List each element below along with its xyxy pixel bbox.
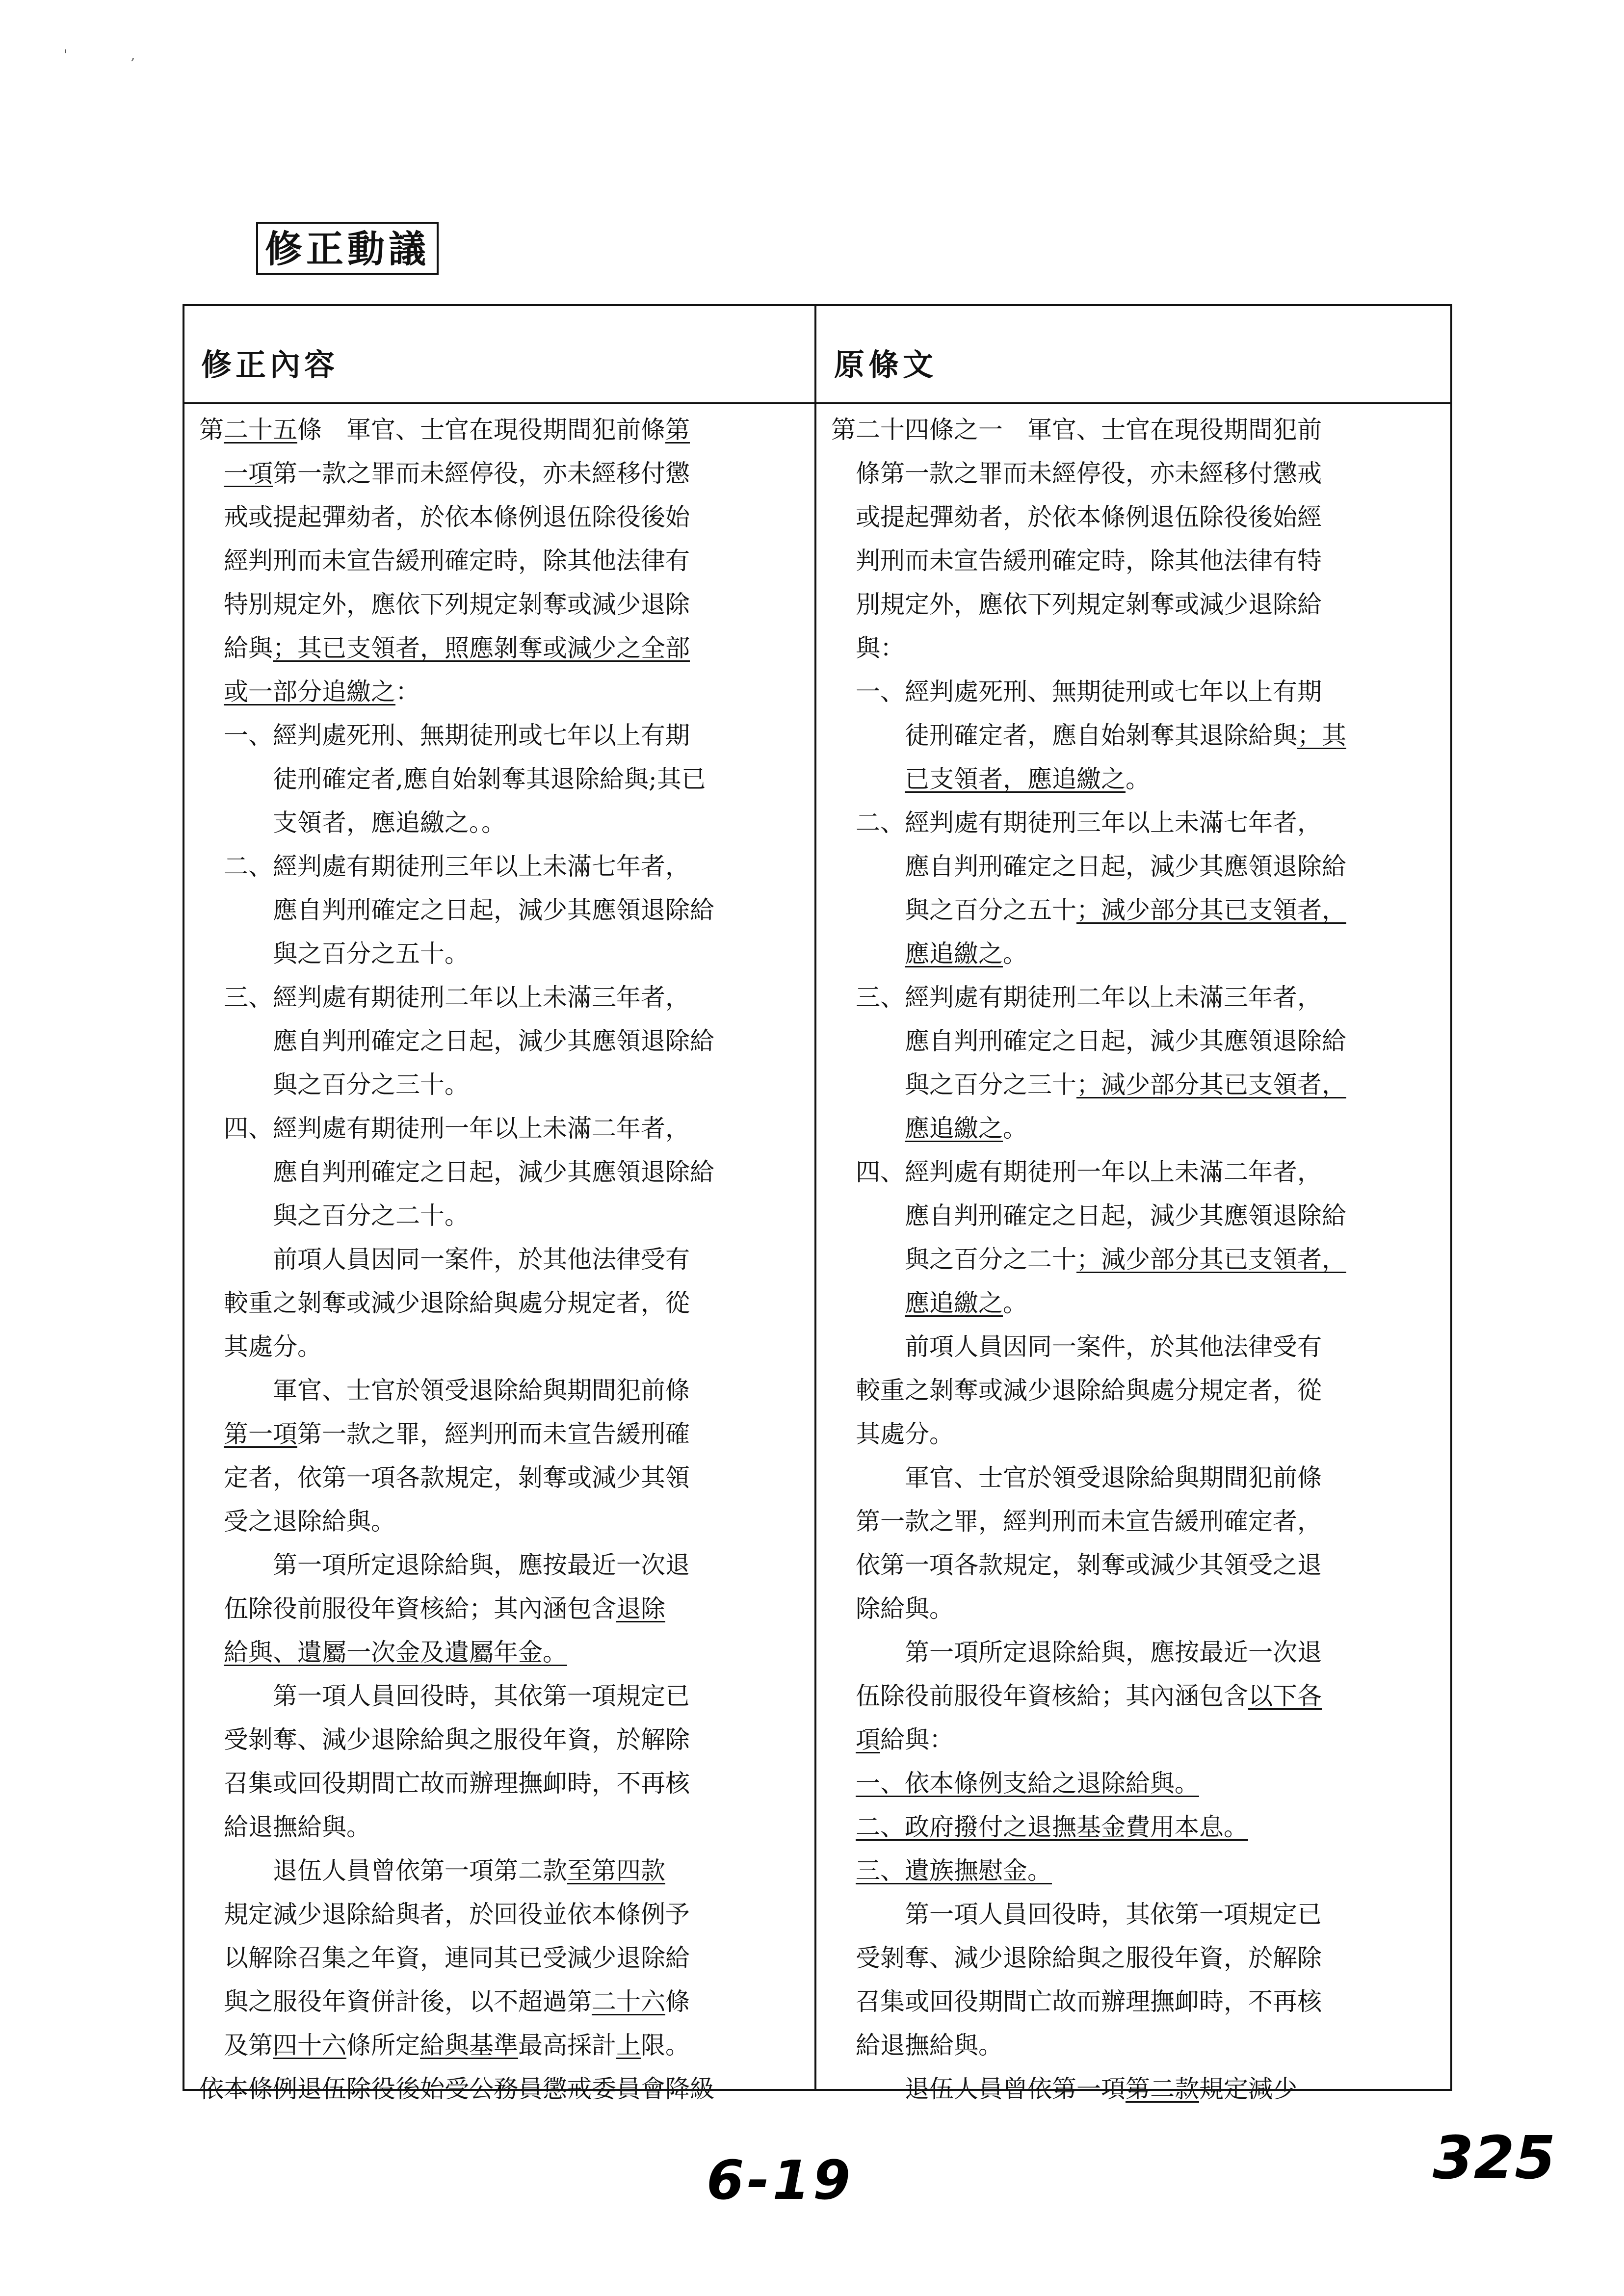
underlined-text: ；減少部分其已支領者， <box>1076 896 1346 924</box>
amended-text-line <box>199 1456 812 1500</box>
text-segment: 別規定外，應依下列規定剝奪或減少退除給 <box>831 590 1322 619</box>
amended-text-line <box>199 539 812 583</box>
text-segment: 定者，依第一項各款規定，剝奪或減少其領 <box>199 1463 690 1492</box>
amended-text-line <box>199 626 812 670</box>
amended-text-line <box>199 1500 812 1543</box>
text-segment: 召集或回役期間亡故而辦理撫卹時，不再核 <box>199 1769 690 1798</box>
text-segment: 與之百分之三十 <box>831 1070 1076 1099</box>
text-segment: 四、經判處有期徒刑一年以上未滿二年者， <box>831 1158 1322 1186</box>
amended-text-line <box>199 1543 812 1587</box>
original-text-line <box>831 1674 1449 1718</box>
handwritten-page-mark: 325 <box>1433 2124 1556 2192</box>
text-segment: 第一項所定退除給與，應按最近一次退 <box>199 1551 690 1579</box>
amended-text-line <box>199 1019 812 1063</box>
text-segment: 應自判刑確定之日起，減少其應領退除給 <box>199 1027 714 1055</box>
text-segment: 支領者，應追繳之。。 <box>199 809 506 837</box>
underlined-text: 二十六 <box>592 1987 665 2016</box>
underlined-text: 一項 <box>224 459 273 488</box>
text-segment: 戒或提起彈劾者，於依本條例退伍除役後始 <box>199 503 690 531</box>
text-segment: 徒刑確定者，應自始剝奪其退除給與 <box>831 721 1297 750</box>
original-text-line <box>831 496 1449 539</box>
text-segment: 其處分。 <box>199 1332 322 1361</box>
text-segment: 除給與。 <box>831 1594 954 1623</box>
amended-text-line <box>199 888 812 932</box>
column-divider <box>814 306 816 2089</box>
text-segment: 二、經判處有期徒刑三年以上未滿七年者， <box>199 852 690 881</box>
amended-text-line <box>199 845 812 888</box>
underlined-text: 第 <box>665 416 690 444</box>
amended-text-line <box>199 714 812 757</box>
text-segment: 判刑而未宣告緩刑確定時，除其他法律有特 <box>831 547 1322 575</box>
original-text-line <box>831 1412 1449 1456</box>
text-segment: 限。 <box>641 2031 690 2060</box>
original-text-line <box>831 1107 1449 1150</box>
underlined-text: ；減少部分其已支領者， <box>1076 1245 1346 1274</box>
amended-text-line <box>199 1674 812 1718</box>
original-text-line <box>831 452 1449 496</box>
original-text-line <box>831 2024 1449 2067</box>
amended-text-line <box>199 1893 812 1936</box>
text-segment: 第一款之罪而未經停役，亦未經移付懲 <box>273 459 690 488</box>
underlined-text: 三、遺族撫慰金。 <box>856 1856 1052 1885</box>
original-text-line <box>831 714 1449 757</box>
original-text-line <box>831 1456 1449 1500</box>
text-segment: 受剝奪、減少退除給與之服役年資，於解除 <box>831 1944 1322 1972</box>
text-segment <box>831 1114 905 1143</box>
amended-text-line <box>199 932 812 976</box>
underlined-text: 退除 <box>616 1594 665 1623</box>
text-segment: 與之百分之三十。 <box>199 1070 469 1099</box>
amended-text-line <box>199 757 812 801</box>
text-segment: 以解除召集之年資，連同其已受減少退除給 <box>199 1944 690 1972</box>
amended-text-line <box>199 1325 812 1369</box>
underlined-text: ；其已支領者，照應剝奪或減少之全部 <box>273 634 690 662</box>
text-segment: 退伍人員曾依第一項第二款 <box>199 1856 567 1885</box>
original-text-line <box>831 1849 1449 1893</box>
text-segment: 較重之剝奪或減少退除給與處分規定者，從 <box>831 1376 1322 1405</box>
original-text-line <box>831 1805 1449 1849</box>
underlined-text: 應追繳之 <box>905 1114 1003 1143</box>
text-segment: 第一項人員回役時，其依第一項規定已 <box>831 1900 1322 1929</box>
text-segment: 條第一款之罪而未經停役，亦未經移付懲戒 <box>831 459 1322 488</box>
text-segment: 規定減少退除給與者，於回役並依本條例予 <box>199 1900 690 1929</box>
amended-text-line <box>199 1412 812 1456</box>
original-text-line <box>831 1063 1449 1107</box>
text-segment: 。 <box>1126 765 1150 793</box>
text-segment <box>199 678 224 706</box>
amended-text-line <box>199 1980 812 2024</box>
text-segment: 。 <box>1003 1289 1027 1317</box>
amended-text-line <box>199 408 812 452</box>
amended-text-line <box>199 452 812 496</box>
underlined-text: 二十五 <box>224 416 297 444</box>
text-segment: 經判刑而未宣告緩刑確定時，除其他法律有 <box>199 547 690 575</box>
amended-text-line <box>199 670 812 714</box>
text-segment <box>831 765 905 793</box>
amended-text-line <box>199 1063 812 1107</box>
text-segment: 四、經判處有期徒刑一年以上未滿二年者， <box>199 1114 690 1143</box>
original-text-line <box>831 932 1449 976</box>
original-text-line <box>831 1893 1449 1936</box>
text-segment: 依本條例退伍除役後始受公務員懲戒委員會降級 <box>199 2075 714 2103</box>
page-number: 6-19 <box>707 2149 854 2212</box>
text-segment: 三、經判處有期徒刑二年以上未滿三年者， <box>199 983 690 1012</box>
underlined-text: ；其 <box>1297 721 1346 750</box>
original-text-line <box>831 1325 1449 1369</box>
text-segment: 第 <box>199 416 224 444</box>
text-segment: 。 <box>1003 1114 1027 1143</box>
amended-text-line <box>199 1936 812 1980</box>
text-segment: 三、經判處有期徒刑二年以上未滿三年者， <box>831 983 1322 1012</box>
underlined-text: 應追繳之 <box>905 939 1003 968</box>
amended-text-line <box>199 1587 812 1631</box>
text-segment: 軍官、士官於領受退除給與期間犯前條 <box>831 1463 1322 1492</box>
amended-text-line <box>199 1238 812 1281</box>
underlined-text: 或一部分追繳之 <box>224 678 395 706</box>
text-segment: 伍除役前服役年資核給；其內涵包含 <box>199 1594 616 1623</box>
text-segment: 與之服役年資併計後，以不超過第 <box>199 1987 592 2016</box>
text-segment: 應自判刑確定之日起，減少其應領退除給 <box>831 852 1346 881</box>
text-segment: 與之百分之五十。 <box>199 939 469 968</box>
amended-text-line <box>199 1281 812 1325</box>
original-text-line <box>831 1194 1449 1238</box>
text-segment <box>831 939 905 968</box>
text-segment: 受之退除給與。 <box>199 1507 395 1536</box>
text-segment: 前項人員因同一案件，於其他法律受有 <box>831 1332 1322 1361</box>
amended-text-line <box>199 1849 812 1893</box>
text-segment: 與之百分之二十。 <box>199 1201 469 1230</box>
text-segment: 受剝奪、減少退除給與之服役年資，於解除 <box>199 1725 690 1754</box>
underlined-text: 以下各 <box>1248 1682 1322 1710</box>
underlined-text: 至第四款 <box>567 1856 665 1885</box>
original-text-line <box>831 1543 1449 1587</box>
text-segment: 條 軍官、士官在現役期間犯前條 <box>297 416 665 444</box>
text-segment <box>199 1420 224 1448</box>
text-segment: 條 <box>665 1987 690 2016</box>
text-segment: 二、經判處有期徒刑三年以上未滿七年者， <box>831 809 1322 837</box>
text-segment: 伍除役前服役年資核給；其內涵包含 <box>831 1682 1248 1710</box>
text-segment: 與： <box>831 634 905 662</box>
text-segment <box>199 459 224 488</box>
text-segment: 一、經判處死刑、無期徒刑或七年以上有期 <box>199 721 690 750</box>
text-segment: 應自判刑確定之日起，減少其應領退除給 <box>199 896 714 924</box>
text-segment: 第二十四條之一 軍官、士官在現役期間犯前 <box>831 416 1322 444</box>
header-amended-content: 修正內容 <box>201 347 339 383</box>
text-segment: 應自判刑確定之日起，減少其應領退除給 <box>831 1027 1346 1055</box>
amended-text-line <box>199 1805 812 1849</box>
comparison-table <box>183 304 1452 2103</box>
text-segment: 依第一項各款規定，剝奪或減少其領受之退 <box>831 1551 1322 1579</box>
text-segment: 前項人員因同一案件，於其他法律受有 <box>199 1245 690 1274</box>
original-text-line <box>831 1500 1449 1543</box>
text-segment: 與之百分之五十 <box>831 896 1076 924</box>
amended-text-line <box>199 1369 812 1412</box>
header-original-article: 原條文 <box>834 347 938 383</box>
original-text-line <box>831 1150 1449 1194</box>
text-segment: 第一項所定退除給與，應按最近一次退 <box>831 1638 1322 1667</box>
text-segment: 及第 <box>199 2031 273 2060</box>
underlined-text: ；減少部分其已支領者， <box>1076 1070 1346 1099</box>
text-segment: 。 <box>1003 939 1027 968</box>
underlined-text: 上 <box>616 2031 641 2060</box>
original-text-line <box>831 1238 1449 1281</box>
text-segment: 召集或回役期間亡故而辦理撫卹時，不再核 <box>831 1987 1322 2016</box>
underlined-text: 二、政府撥付之退撫基金費用本息。 <box>856 1813 1248 1841</box>
original-text-line <box>831 1762 1449 1805</box>
text-segment: 或提起彈劾者，於依本條例退伍除役後始經 <box>831 503 1322 531</box>
original-text-line <box>831 757 1449 801</box>
underlined-text: 應追繳之 <box>905 1289 1003 1317</box>
underlined-text: 給與基準 <box>420 2031 518 2060</box>
text-segment: 一、經判處死刑、無期徒刑或七年以上有期 <box>831 678 1322 706</box>
text-segment <box>831 1856 856 1885</box>
amended-content-column <box>199 408 812 2111</box>
original-article-column <box>831 408 1449 2111</box>
amended-text-line <box>199 801 812 845</box>
document-title: 修正動議 <box>256 222 439 275</box>
amended-text-line <box>199 583 812 626</box>
text-segment: 應自判刑確定之日起，減少其應領退除給 <box>831 1201 1346 1230</box>
amended-text-line <box>199 1107 812 1150</box>
original-text-line <box>831 2067 1449 2111</box>
amended-text-line <box>199 2024 812 2067</box>
amended-text-line <box>199 2067 812 2111</box>
amended-text-line <box>199 1194 812 1238</box>
text-segment: 條所定 <box>346 2031 420 2060</box>
original-text-line <box>831 408 1449 452</box>
text-segment: 特別規定外，應依下列規定剝奪或減少退除 <box>199 590 690 619</box>
text-segment: 與之百分之二十 <box>831 1245 1076 1274</box>
text-segment: 給退撫給與。 <box>199 1813 371 1841</box>
original-text-line <box>831 1019 1449 1063</box>
text-segment: 給與 <box>199 634 273 662</box>
amended-text-line <box>199 496 812 539</box>
text-segment: 軍官、士官於領受退除給與期間犯前條 <box>199 1376 690 1405</box>
text-segment: 退伍人員曾依第一項 <box>831 2075 1126 2103</box>
text-segment: 較重之剝奪或減少退除給與處分規定者，從 <box>199 1289 690 1317</box>
original-text-line <box>831 539 1449 583</box>
header-divider <box>184 402 1450 404</box>
original-text-line <box>831 801 1449 845</box>
scan-marks: ' , <box>64 47 165 63</box>
underlined-text: 四十六 <box>273 2031 346 2060</box>
text-segment: 應自判刑確定之日起，減少其應領退除給 <box>199 1158 714 1186</box>
text-segment: 規定減少 <box>1199 2075 1297 2103</box>
original-text-line <box>831 1631 1449 1674</box>
amended-text-line <box>199 1631 812 1674</box>
underlined-text: 一、依本條例支給之退除給與。 <box>856 1769 1199 1798</box>
original-text-line <box>831 1369 1449 1412</box>
amended-text-line <box>199 1762 812 1805</box>
text-segment: 給退撫給與。 <box>831 2031 1003 2060</box>
original-text-line <box>831 976 1449 1019</box>
text-segment <box>831 1769 856 1798</box>
underlined-text: 項 <box>856 1725 880 1754</box>
text-segment <box>831 1725 856 1754</box>
text-segment: 第一項人員回役時，其依第一項規定已 <box>199 1682 690 1710</box>
original-text-line <box>831 626 1449 670</box>
text-segment: ： <box>395 678 420 706</box>
text-segment: 第一款之罪，經判刑而未宣告緩刑確 <box>297 1420 690 1448</box>
original-text-line <box>831 1980 1449 2024</box>
text-segment <box>199 1638 224 1667</box>
original-text-line <box>831 1281 1449 1325</box>
text-segment: 給與： <box>880 1725 954 1754</box>
underlined-text: 第一項 <box>224 1420 297 1448</box>
text-segment <box>831 1813 856 1841</box>
text-segment: 徒刑確定者,應自始剝奪其退除給與;其已 <box>199 765 706 793</box>
original-text-line <box>831 1587 1449 1631</box>
underlined-text: 給與、遺屬一次金及遺屬年金。 <box>224 1638 567 1667</box>
underlined-text: 已支領者，應追繳之 <box>905 765 1126 793</box>
text-segment <box>831 1289 905 1317</box>
text-segment: 第一款之罪，經判刑而未宣告緩刑確定者， <box>831 1507 1322 1536</box>
original-text-line <box>831 845 1449 888</box>
amended-text-line <box>199 1718 812 1762</box>
amended-text-line <box>199 976 812 1019</box>
original-text-line <box>831 888 1449 932</box>
text-segment: 最高採計 <box>518 2031 616 2060</box>
text-segment: 其處分。 <box>831 1420 954 1448</box>
amended-text-line <box>199 1150 812 1194</box>
original-text-line <box>831 670 1449 714</box>
original-text-line <box>831 1936 1449 1980</box>
underlined-text: 第二款 <box>1126 2075 1199 2103</box>
original-text-line <box>831 583 1449 626</box>
original-text-line <box>831 1718 1449 1762</box>
